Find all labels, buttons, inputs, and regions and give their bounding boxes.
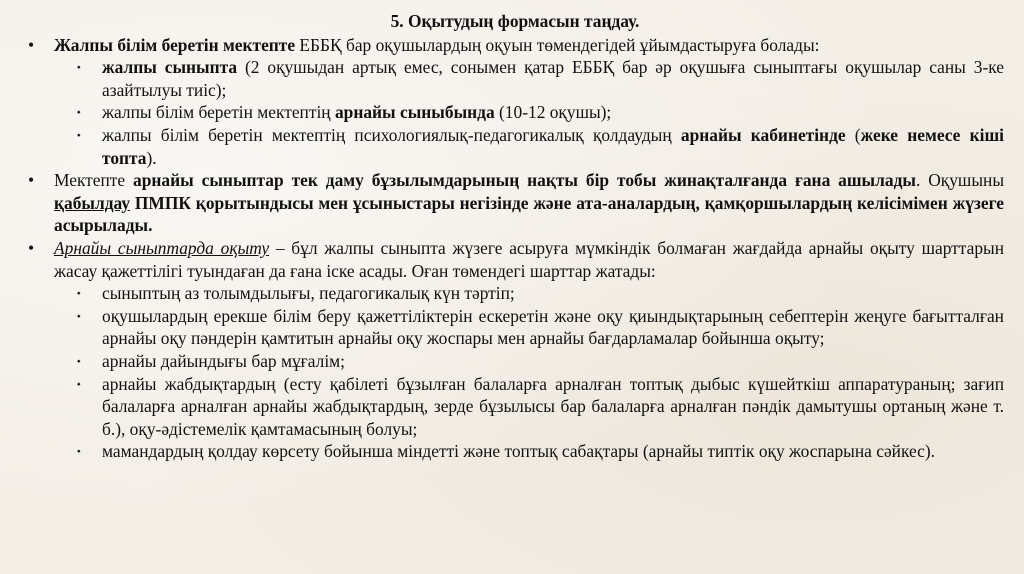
diamond-bullet-icon: ⬩ (77, 378, 81, 390)
condition-item: ⬩ мамандардың қолдау көрсету бойынша міндетті және топтық сабақтары (арнайы типтік оқу жоспарына сәйкес). (26, 440, 1004, 463)
diamond-bullet-icon: ⬩ (77, 355, 81, 367)
bullet-general-school: • Жалпы білім беретін мектепте ЕББҚ бар оқушылардың оқуын төмендегідей ұйымдастыруға болады: (28, 34, 820, 55)
condition-item: ⬩ арнайы дайындығы бар мұғалім; (26, 350, 1004, 373)
sub-item-special-cabinet: ⬩ жалпы білім беретін мектептің психологиялық-педагогикалық қолдаудың арнайы кабинетінде (жеке немесе кіші топта). (77, 124, 1004, 168)
sub-item-general-class: ⬩ жалпы сыныпта (2 оқушыдан артық емес, сонымен қатар ЕББҚ бар әр оқушыға сыныптағы оқушылар саны 3-ке азайтылуы тиіс); (77, 57, 1004, 100)
diamond-bullet-icon: ⬩ (77, 129, 81, 141)
condition-item: ⬩ оқушылардың ерекше білім беру қажеттіліктерін ескеретін және оқу қиындықтарының себептерін жеңуге бағытталған арнайы оқу пәндерін қамтитын арнайы оқу жоспары мен арнайы бағдарламалар бойынша оқыту; (77, 305, 1004, 349)
slide-title: 5. Оқытудың формасын таңдау. (390, 11, 640, 31)
sub-item-special-class: ⬩ жалпы білім беретін мектептің арнайы сыныбында (10-12 оқушы); (26, 101, 1004, 124)
slide-content (26, 10, 1004, 463)
diamond-bullet-icon: ⬩ (77, 107, 81, 119)
bullet-dot-icon: • (28, 34, 35, 55)
diamond-bullet-icon: ⬩ (77, 288, 81, 300)
diamond-bullet-icon: ⬩ (77, 446, 81, 458)
condition-item: ⬩ арнайы жабдықтардың (есту қабілеті бұзылған балаларға арналған топтық дыбыс күшейткіш аппаратураның; зағип балаларға арналған арнайы жабдықтардың, зерде бұзылысы бар балаларға арналған пәндік дамытушы ортаның және т. б.), оқу-әдістемелік қамтамасының болуы; (77, 373, 1004, 439)
condition-item: ⬩ сыныптың аз толымдылығы, педагогикалық күн тәртіп; (26, 282, 1004, 305)
bullet-special-teaching: • Арнайы сыныптарда оқыту – бұл жалпы сыныпта жүзеге асыруға мүмкіндік болмаған жағдайда арнайы оқыту шарттарын жасау қажеттілігі туындаған да ғана іске асады. Оған төмендегі шарттар жатады: (28, 237, 1004, 281)
bullet-dot-icon: • (28, 237, 35, 258)
bullet-dot-icon: • (28, 170, 35, 191)
diamond-bullet-icon: ⬩ (77, 310, 81, 322)
diamond-bullet-icon: ⬩ (77, 62, 81, 74)
bullet-special-classes: • Мектепте арнайы сыныптар тек даму бұзылымдарының нақты бір тобы жинақталғанда ғана ашылады. Оқушыны қабылдау ПМПК қорытындысы мен ұсыныстары негізінде және ата-аналардың, қамқоршылардың келісімімен жүзеге асырылады. (28, 170, 1005, 236)
